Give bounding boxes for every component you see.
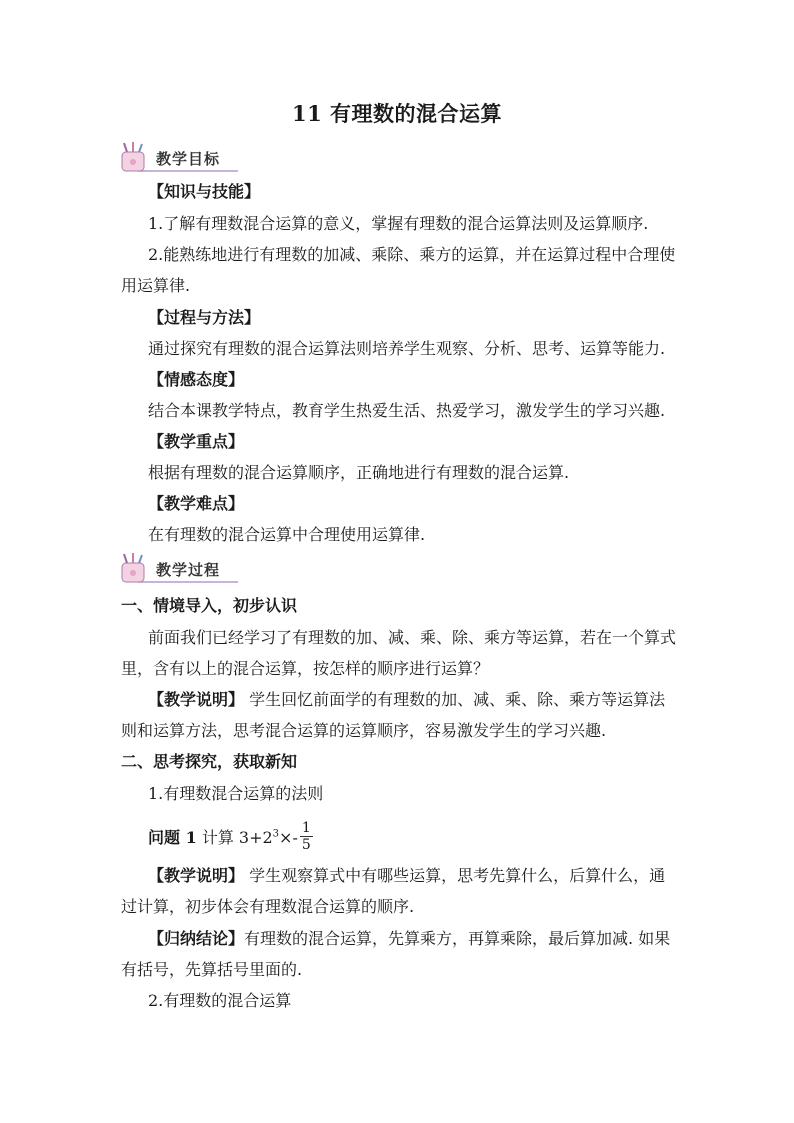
teaching-note-text: 学生回忆前面学的有理数的加、减、乘、除、乘方等运算法 <box>249 690 666 709</box>
teaching-note-text: 学生观察算式中有哪些运算，思考先算什么，后算什么，通 <box>249 866 666 885</box>
knowledge-item-1: 1.了解有理数混合运算的意义，掌握有理数的混合运算法则及运算顺序. <box>148 214 649 233</box>
part-1-heading: 一、情境导入，初步认识 <box>121 596 298 615</box>
emotion-heading: 【情感态度】 <box>148 370 245 389</box>
conclusion-text: 有理数的混合运算，先算乘方，再算乘除，最后算加减. 如果 <box>244 929 671 948</box>
teaching-note-label: 【教学说明】 <box>148 866 245 885</box>
problem-1 <box>148 822 313 855</box>
problem-exponent: 3 <box>272 828 280 840</box>
key-point-heading: 【教学重点】 <box>148 432 245 451</box>
part-1-text-line-2: 里，含有以上的混合运算，按怎样的顺序进行运算？ <box>121 659 490 678</box>
mixed-operations-title: 2.有理数的混合运算 <box>148 991 292 1010</box>
teaching-note-2-line-2: 过计算，初步体会有理数混合运算的顺序. <box>121 897 415 916</box>
rule-title: 1.有理数混合运算的法则 <box>148 784 324 803</box>
problem-expression: 计算 3+2 <box>201 828 273 847</box>
conclusion-line-2: 有括号，先算括号里面的. <box>121 960 303 979</box>
knowledge-item-2-line-2: 用运算律. <box>121 276 191 295</box>
conclusion-line-1 <box>148 929 670 949</box>
problem-operator: ×- <box>279 828 298 847</box>
fraction-numerator: 1 <box>301 820 311 836</box>
part-2-heading: 二、思考探究，获取新知 <box>121 752 298 771</box>
section-badge-process <box>118 553 240 585</box>
fraction-denominator: 5 <box>301 837 311 853</box>
section-badge-objectives <box>118 142 240 174</box>
conclusion-label: 【归纳结论】 <box>148 929 245 948</box>
emotion-text: 结合本课教学特点，教育学生热爱生活、热爱学习，激发学生的学习兴趣. <box>148 401 666 420</box>
difficult-point-text: 在有理数的混合运算中合理使用运算律. <box>148 525 426 544</box>
key-point-text: 根据有理数的混合运算顺序，正确地进行有理数的混合运算. <box>148 463 570 482</box>
problem-label: 问题 1 <box>148 828 197 847</box>
teaching-note-1-line-1 <box>148 690 665 710</box>
knowledge-item-2-line-1: 2.能熟练地进行有理数的加减、乘除、乘方的运算，并在运算过程中合理使 <box>148 245 676 264</box>
difficult-point-heading: 【教学难点】 <box>148 494 245 513</box>
badge-label: 教学目标 <box>156 150 221 168</box>
knowledge-heading: 【知识与技能】 <box>148 182 261 201</box>
fraction <box>300 820 313 853</box>
teaching-note-2-line-1 <box>148 866 665 886</box>
badge-label: 教学过程 <box>156 561 221 579</box>
teaching-note-label: 【教学说明】 <box>148 690 245 709</box>
part-1-text-line-1: 前面我们已经学习了有理数的加、减、乘、除、乘方等运算，若在一个算式 <box>148 628 677 647</box>
process-text: 通过探究有理数的混合运算法则培养学生观察、分析、思考、运算等能力. <box>148 339 666 358</box>
process-heading: 【过程与方法】 <box>148 308 261 327</box>
page-title: 11 有理数的混合运算 <box>291 101 503 126</box>
teaching-note-1-line-2: 则和运算方法，思考混合运算的运算顺序，容易激发学生的学习兴趣. <box>121 721 607 740</box>
